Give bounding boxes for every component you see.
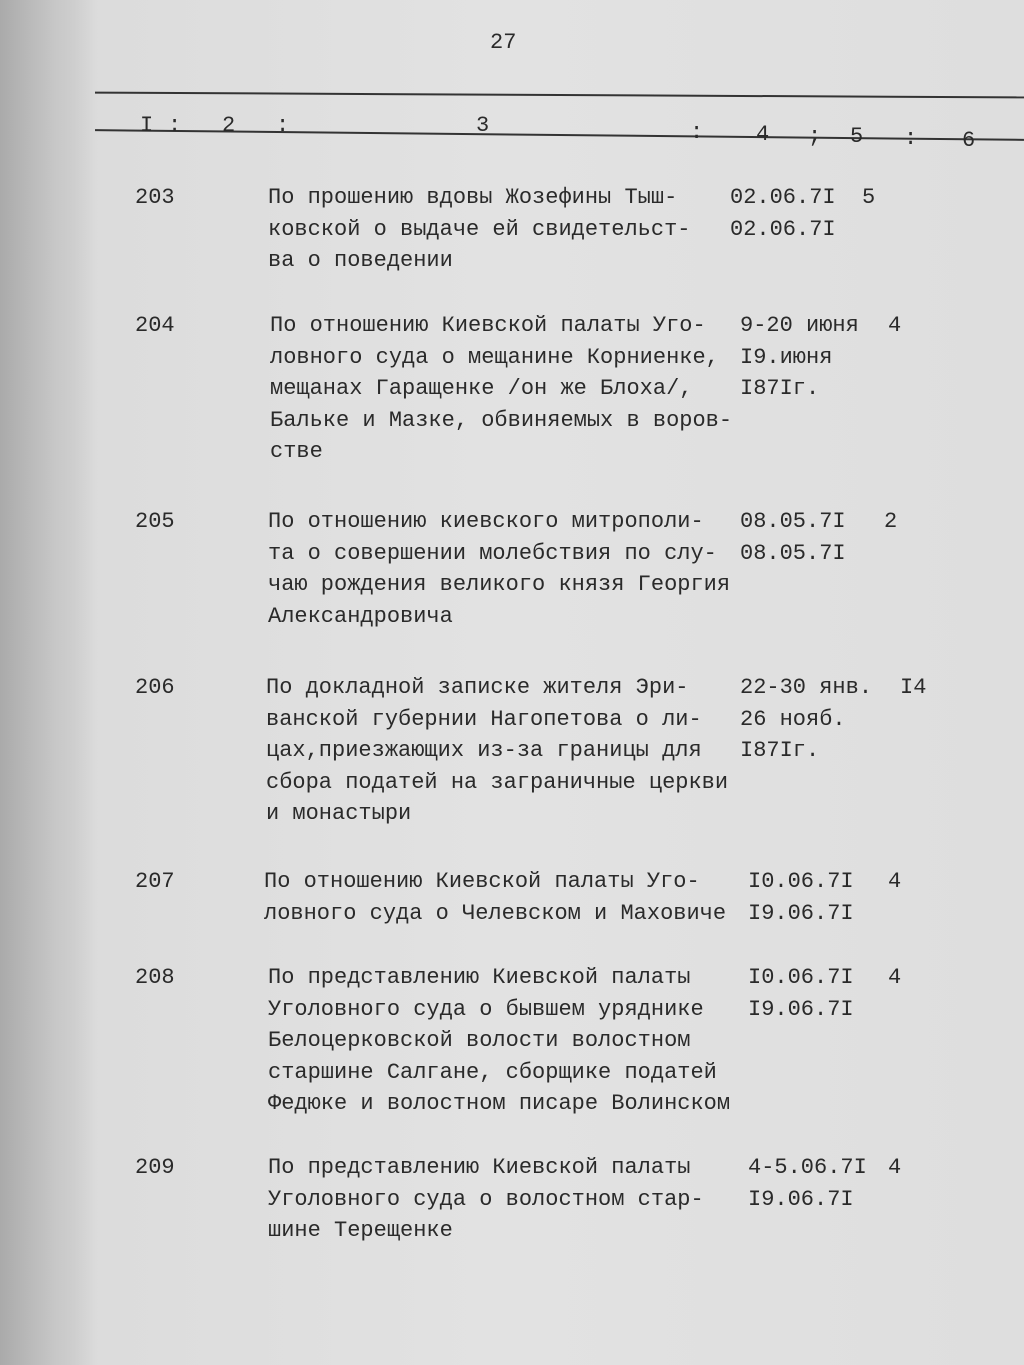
entry-number: 207 [135, 869, 175, 894]
col-header-4: 4 [756, 122, 770, 147]
description-line: По отношению Киевской палаты Уго- [270, 313, 706, 338]
description-line: та о совершении молебствия по слу- [268, 540, 717, 566]
date-line: 02.06.7I [730, 216, 836, 242]
entry-dates [740, 672, 872, 767]
col-header-3: 3 [476, 113, 490, 138]
entry-dates [748, 1152, 867, 1215]
description-line: По прошению вдовы Жозефины Тыш- [268, 185, 678, 210]
entry-sheet-count: 4 [888, 1155, 902, 1180]
description-line: По отношению киевского митрополи- [268, 509, 704, 534]
entry-number: 206 [135, 675, 175, 700]
entry-sheet-count: 2 [884, 509, 898, 534]
date-line: 26 нояб. [740, 706, 846, 732]
entry-number: 204 [135, 313, 175, 338]
date-line: 4-5.06.7I [748, 1155, 867, 1180]
entry-description [268, 962, 730, 1120]
description-line: По докладной записке жителя Эри- [266, 675, 689, 700]
date-line: 08.05.7I [740, 509, 846, 534]
page-number: 27 [490, 30, 517, 55]
date-line: I9.06.7I [748, 996, 854, 1022]
description-line: ванской губернии Нагопетова о ли- [266, 706, 702, 732]
description-line: По представлению Киевской палаты [268, 1155, 691, 1180]
date-line: I9.06.7I [748, 1186, 854, 1212]
description-line: Уголовного суда о волостном стар- [268, 1186, 704, 1212]
description-line: мещанах Гаращенке /он же Блоха/, [270, 376, 693, 401]
page-fold-shadow [0, 0, 95, 1365]
date-line: I87Iг. [740, 376, 820, 401]
date-line: 9-20 июня [740, 313, 859, 338]
entry-sheet-count: 5 [862, 185, 876, 210]
date-line: I9.06.7I [748, 900, 854, 926]
entry-number: 208 [135, 965, 175, 990]
date-line: I87Iг. [740, 738, 820, 763]
table-top-rule [95, 92, 1024, 99]
description-line: старшине Салгане, сборщике податей [268, 1059, 717, 1085]
entry-dates [748, 866, 854, 929]
description-line: и монастыри [266, 801, 412, 826]
entry-description [268, 1152, 704, 1247]
description-line: шине Терещенке [268, 1218, 453, 1243]
entry-dates [730, 182, 836, 245]
entry-sheet-count: 4 [888, 313, 902, 338]
description-line: ковской о выдаче ей свидетельст- [268, 216, 691, 242]
description-line: цах,приезжающих из-за границы для [266, 738, 702, 763]
entry-description [268, 506, 730, 632]
description-line: ловного суда о Челевском и Маховиче [264, 900, 727, 926]
description-line: По представлению Киевской палаты [268, 965, 691, 990]
date-line: 02.06.7I [730, 185, 836, 210]
col-header-2: 2 [222, 113, 236, 138]
entry-dates [740, 310, 859, 405]
date-line: I9.июня [740, 344, 833, 370]
entry-description [270, 310, 732, 468]
entry-description [266, 672, 728, 830]
entry-number: 205 [135, 509, 175, 534]
description-line: сбора податей на заграничные церкви [266, 769, 729, 795]
description-line: ва о поведении [268, 248, 453, 273]
col-header-6: 6 [962, 128, 976, 153]
entry-sheet-count: 4 [888, 965, 902, 990]
description-line: Белоцерковской волости волостном [268, 1028, 691, 1053]
date-line: 08.05.7I [740, 540, 846, 566]
description-line: ловного суда о мещанине Корниенке, [270, 344, 719, 370]
entry-dates [740, 506, 846, 569]
entry-sheet-count: 4 [888, 869, 902, 894]
description-line: Бальке и Мазке, обвиняемых в воров- [270, 407, 733, 433]
date-line: I0.06.7I [748, 965, 854, 990]
description-line: По отношению Киевской палаты Уго- [264, 869, 700, 894]
date-line: I0.06.7I [748, 869, 854, 894]
description-line: Александровича [268, 603, 453, 629]
entry-sheet-count: I4 [900, 675, 927, 700]
entry-description [268, 182, 690, 277]
entry-description [264, 866, 726, 929]
description-line: Федюке и волостном писаре Волинском [268, 1091, 731, 1116]
date-line: 22-30 янв. [740, 675, 873, 700]
description-line: чаю рождения великого князя Георгия [268, 572, 731, 597]
description-line: Уголовного суда о бывшем урядникe [268, 996, 704, 1022]
col-header-1: I [140, 113, 154, 138]
col-header-5: 5 [850, 124, 864, 149]
entry-dates [748, 962, 854, 1025]
entry-number: 203 [135, 185, 175, 210]
description-line: стве [270, 439, 323, 464]
entry-number: 209 [135, 1155, 175, 1180]
